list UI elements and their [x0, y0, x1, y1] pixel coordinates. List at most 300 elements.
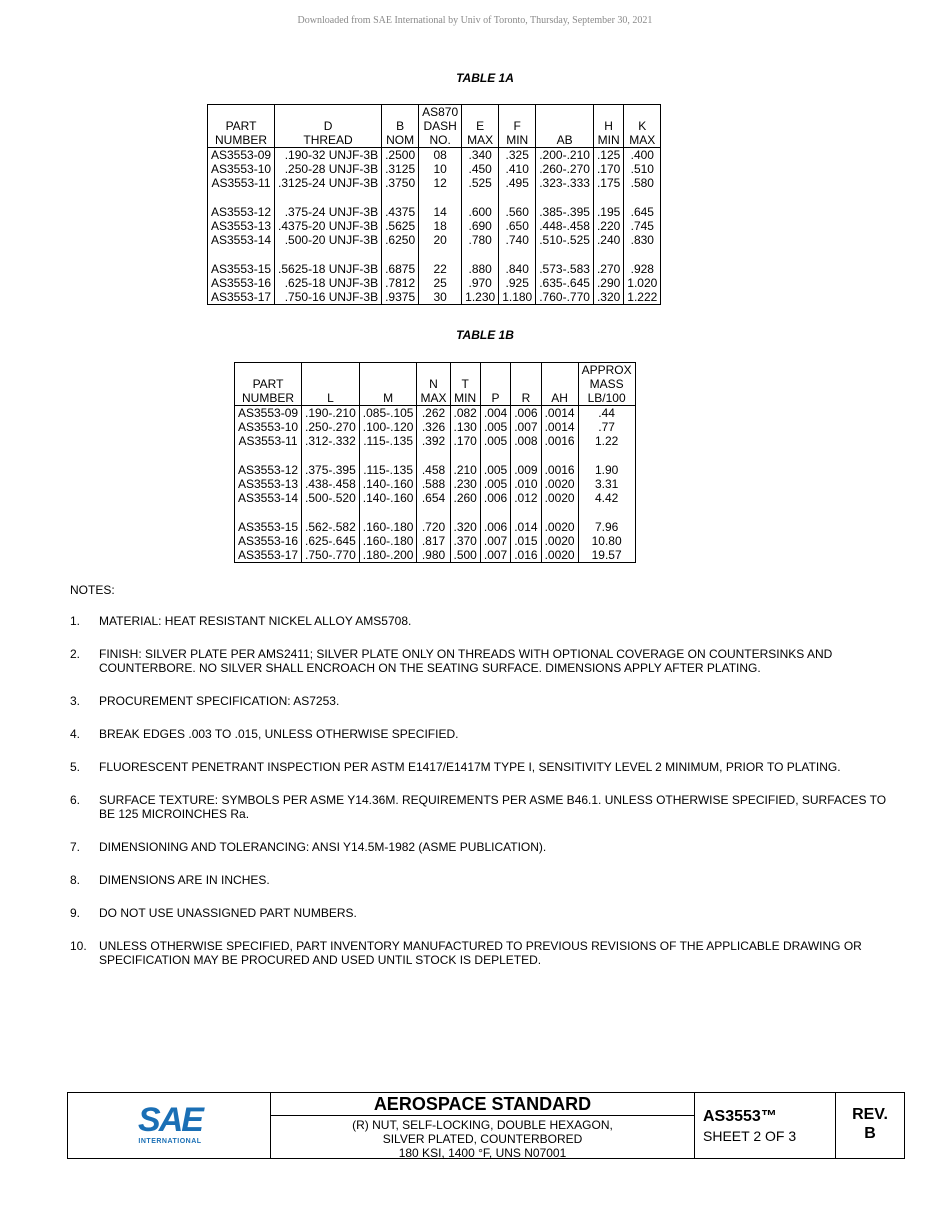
note-number: 7. — [70, 840, 81, 854]
table-cell: 1.90 — [578, 463, 635, 477]
table-cell: AS3553-15 — [235, 520, 302, 534]
table-cell: .4375-20 UNJF-3B — [275, 219, 382, 233]
table-cell: .740 — [499, 233, 536, 247]
table-1a-caption: TABLE 1A — [456, 71, 514, 85]
sae-logo-subtext: INTERNATIONAL — [138, 1138, 202, 1145]
table-cell: .160-.180 — [359, 520, 417, 534]
table-cell: .410 — [499, 162, 536, 176]
table-row — [235, 491, 636, 505]
spacer-cell — [536, 247, 594, 262]
note-item — [70, 906, 900, 920]
table-cell: 22 — [419, 262, 462, 276]
spacer-cell — [541, 505, 578, 520]
table-row — [235, 548, 636, 563]
spacer-cell — [578, 448, 635, 463]
table-cell: 3.31 — [578, 477, 635, 491]
title-cell — [271, 1093, 695, 1158]
column-header — [578, 363, 635, 406]
note-text: DIMENSIONS ARE IN INCHES. — [99, 873, 270, 887]
table-cell: .745 — [624, 219, 661, 233]
table-cell: .170 — [593, 162, 623, 176]
table-cell: 1.222 — [624, 290, 661, 305]
spacer-cell — [480, 505, 510, 520]
column-header-line: MIN — [597, 133, 620, 147]
note-text: SURFACE TEXTURE: SYMBOLS PER ASME Y14.36M. REQUIREMENTS PER ASME B46.1. UNLESS OTHERWISE SPECIFIED, SURFACES TO BE 125 MICROINCHES Ra. — [99, 793, 887, 821]
table-cell: .125 — [593, 148, 623, 163]
column-header-line: PART — [225, 119, 257, 133]
note-text: MATERIAL: HEAT RESISTANT NICKEL ALLOY AMS5708. — [99, 614, 412, 628]
table-cell: .400 — [624, 148, 661, 163]
table-cell: .44 — [578, 406, 635, 421]
table-cell: AS3553-12 — [235, 463, 302, 477]
table-row — [235, 406, 636, 421]
table-row — [208, 176, 661, 190]
table-cell: AS3553-14 — [235, 491, 302, 505]
column-header — [208, 105, 275, 148]
table-row — [208, 290, 661, 305]
table-cell: AS3553-09 — [235, 406, 302, 421]
column-header — [536, 105, 594, 148]
spacer-cell — [382, 190, 419, 205]
column-header-line: P — [491, 391, 500, 405]
table-cell: .375-.395 — [302, 463, 360, 477]
note-item — [70, 727, 900, 741]
table-cell: .3125 — [382, 162, 419, 176]
logo-cell — [68, 1093, 271, 1158]
table-row — [235, 520, 636, 534]
document-number-cell — [695, 1093, 836, 1158]
table-cell: .016 — [511, 548, 541, 563]
spacer-cell — [208, 247, 275, 262]
table-cell: 08 — [419, 148, 462, 163]
note-item — [70, 760, 900, 774]
table-cell: 30 — [419, 290, 462, 305]
table-cell: .650 — [499, 219, 536, 233]
download-watermark: Downloaded from SAE International by Univ of Toronto, Thursday, September 30, 2021 — [297, 15, 653, 26]
spacer-cell — [359, 448, 417, 463]
table-cell: 1.020 — [624, 276, 661, 290]
table-cell: AS3553-09 — [208, 148, 275, 163]
table-cell: .77 — [578, 420, 635, 434]
table-cell: .510 — [624, 162, 661, 176]
table-1b-caption: TABLE 1B — [456, 328, 514, 342]
column-header-line: M — [383, 391, 394, 405]
table-cell: .160-.180 — [359, 534, 417, 548]
note-number: 4. — [70, 727, 81, 741]
table-cell: 12 — [419, 176, 462, 190]
table-cell: .115-.135 — [359, 463, 417, 477]
table-cell: .690 — [462, 219, 499, 233]
table-row — [235, 477, 636, 491]
spacer-cell — [450, 448, 480, 463]
table-cell: .2500 — [382, 148, 419, 163]
spacer-cell — [417, 448, 450, 463]
table-cell: 4.42 — [578, 491, 635, 505]
table-cell: .573-.583 — [536, 262, 594, 276]
column-header-line: H — [604, 119, 613, 133]
table-cell: .635-.645 — [536, 276, 594, 290]
spacer-cell — [511, 505, 541, 520]
table-cell: .0016 — [541, 463, 578, 477]
table-cell: AS3553-17 — [208, 290, 275, 305]
column-header — [593, 105, 623, 148]
table-cell: 20 — [419, 233, 462, 247]
table-cell: .320 — [593, 290, 623, 305]
table-cell: .760-.770 — [536, 290, 594, 305]
table-cell: .326 — [417, 420, 450, 434]
table-cell: .085-.105 — [359, 406, 417, 421]
column-header — [499, 105, 536, 148]
table-row — [208, 162, 661, 176]
table-cell: .500-20 UNJF-3B — [275, 233, 382, 247]
table-row — [208, 276, 661, 290]
table-cell: AS3553-10 — [208, 162, 275, 176]
table-cell: .562-.582 — [302, 520, 360, 534]
table-cell: .450 — [462, 162, 499, 176]
table-cell: .250-.270 — [302, 420, 360, 434]
column-header-line: K — [638, 119, 647, 133]
spacer-cell — [382, 247, 419, 262]
table-cell: 19.57 — [578, 548, 635, 563]
standard-title: AEROSPACE STANDARD — [271, 1093, 694, 1116]
table-cell: .006 — [480, 520, 510, 534]
table-cell: .438-.458 — [302, 477, 360, 491]
table-cell: AS3553-17 — [235, 548, 302, 563]
spacer-cell — [593, 247, 623, 262]
title-block — [67, 1092, 905, 1159]
column-header-line: MIN — [506, 133, 529, 147]
table-cell: .525 — [462, 176, 499, 190]
table-cell: .645 — [624, 205, 661, 219]
table-cell: .010 — [511, 477, 541, 491]
table-cell: .015 — [511, 534, 541, 548]
spacer-cell — [235, 448, 302, 463]
group-spacer — [208, 247, 661, 262]
table-cell: .780 — [462, 233, 499, 247]
column-header-line: NO. — [429, 133, 451, 147]
spacer-cell — [462, 190, 499, 205]
table-1a — [207, 104, 661, 305]
table-cell: AS3553-10 — [235, 420, 302, 434]
table-cell: .082 — [450, 406, 480, 421]
table-cell: 25 — [419, 276, 462, 290]
table-cell: AS3553-16 — [235, 534, 302, 548]
table-row — [208, 205, 661, 219]
table-cell: .004 — [480, 406, 510, 421]
table-cell: .654 — [417, 491, 450, 505]
spacer-cell — [499, 190, 536, 205]
spacer-cell — [593, 190, 623, 205]
note-text: DIMENSIONING AND TOLERANCING: ANSI Y14.5M-1982 (ASME PUBLICATION). — [99, 840, 547, 854]
table-cell: .140-.160 — [359, 491, 417, 505]
column-header-line: E — [476, 119, 485, 133]
note-item — [70, 873, 900, 887]
revision-label: REV. — [852, 1106, 888, 1123]
table-cell: .458 — [417, 463, 450, 477]
note-number: 1. — [70, 614, 81, 628]
table-cell: .495 — [499, 176, 536, 190]
spacer-cell — [462, 247, 499, 262]
table-cell: .500 — [450, 548, 480, 563]
table-cell: .320 — [450, 520, 480, 534]
table-cell: .250-28 UNJF-3B — [275, 162, 382, 176]
table-cell: .0020 — [541, 520, 578, 534]
table-cell: .012 — [511, 491, 541, 505]
spacer-cell — [417, 505, 450, 520]
table-cell: .240 — [593, 233, 623, 247]
table-row — [208, 148, 661, 163]
column-header-line: MAX — [629, 133, 656, 147]
document-number: AS3553™ — [703, 1108, 777, 1125]
column-header-line: NUMBER — [242, 391, 295, 405]
table-cell: .392 — [417, 434, 450, 448]
table-cell: .500-.520 — [302, 491, 360, 505]
table-cell: .100-.120 — [359, 420, 417, 434]
column-header-line: THREAD — [303, 133, 353, 147]
table-cell: AS3553-13 — [235, 477, 302, 491]
table-cell: .970 — [462, 276, 499, 290]
table-cell: .190-.210 — [302, 406, 360, 421]
column-header-line: NOM — [386, 133, 415, 147]
table-cell: .260-.270 — [536, 162, 594, 176]
spacer-cell — [302, 448, 360, 463]
table-cell: .005 — [480, 434, 510, 448]
table-row — [235, 420, 636, 434]
table-cell: .4375 — [382, 205, 419, 219]
table-cell: 10 — [419, 162, 462, 176]
table-cell: 1.22 — [578, 434, 635, 448]
table-cell: .375-24 UNJF-3B — [275, 205, 382, 219]
table-cell: .720 — [417, 520, 450, 534]
column-header-line: DASH — [423, 119, 457, 133]
column-header-line: B — [396, 119, 405, 133]
spacer-cell — [235, 505, 302, 520]
table-cell: .588 — [417, 477, 450, 491]
table-cell: .3125-24 UNJF-3B — [275, 176, 382, 190]
note-item — [70, 614, 900, 628]
spacer-cell — [511, 448, 541, 463]
note-text: UNLESS OTHERWISE SPECIFIED, PART INVENTORY MANUFACTURED TO PREVIOUS REVISIONS OF THE APPLICABLE DRAWING OR SPECIFICATION MAY BE PROCURED AND USED UNTIL STOCK IS DEPLETED. — [99, 939, 862, 967]
column-header — [419, 105, 462, 148]
spacer-cell — [536, 190, 594, 205]
note-number: 2. — [70, 647, 81, 661]
column-header-line: R — [521, 391, 531, 405]
spacer-cell — [578, 505, 635, 520]
table-cell: .560 — [499, 205, 536, 219]
column-header — [235, 363, 302, 406]
column-header-line: F — [513, 119, 521, 133]
table-cell: 1.230 — [462, 290, 499, 305]
table-cell: .007 — [511, 420, 541, 434]
note-item — [70, 647, 900, 675]
table-cell: .750-.770 — [302, 548, 360, 563]
note-number: 8. — [70, 873, 81, 887]
column-header — [302, 363, 360, 406]
note-item — [70, 694, 900, 708]
table-cell: .5625 — [382, 219, 419, 233]
table-cell: .9375 — [382, 290, 419, 305]
column-header-line: APPROX — [581, 363, 632, 377]
table-cell: AS3553-14 — [208, 233, 275, 247]
sae-logo: SAE — [138, 1101, 202, 1139]
table-cell: .625-.645 — [302, 534, 360, 548]
column-header — [480, 363, 510, 406]
table-cell: .510-.525 — [536, 233, 594, 247]
column-header-line: MASS — [589, 377, 624, 391]
revision-cell — [836, 1093, 904, 1158]
table-cell: AS3553-13 — [208, 219, 275, 233]
table-cell: .0020 — [541, 477, 578, 491]
table-cell: .0020 — [541, 491, 578, 505]
table-cell: .3750 — [382, 176, 419, 190]
table-cell: .007 — [480, 534, 510, 548]
column-header — [511, 363, 541, 406]
table-cell: .005 — [480, 420, 510, 434]
table-row — [208, 262, 661, 276]
column-header — [450, 363, 480, 406]
note-text: PROCUREMENT SPECIFICATION: AS7253. — [99, 694, 340, 708]
note-number: 3. — [70, 694, 81, 708]
table-cell: 18 — [419, 219, 462, 233]
table-cell: AS3553-12 — [208, 205, 275, 219]
notes-section — [70, 583, 900, 986]
note-item — [70, 793, 900, 821]
column-header-line: AS870 — [422, 105, 459, 119]
revision-value: B — [864, 1125, 876, 1142]
table-cell: 14 — [419, 205, 462, 219]
table-cell: .170 — [450, 434, 480, 448]
table-cell: .006 — [480, 491, 510, 505]
column-header-line: AH — [551, 391, 568, 405]
table-cell: .008 — [511, 434, 541, 448]
table-row — [235, 434, 636, 448]
notes-heading: NOTES: — [70, 583, 115, 597]
note-text: DO NOT USE UNASSIGNED PART NUMBERS. — [99, 906, 357, 920]
table-cell: .625-18 UNJF-3B — [275, 276, 382, 290]
table-cell: .925 — [499, 276, 536, 290]
column-header-line: L — [327, 391, 334, 405]
column-header-line: PART — [252, 377, 284, 391]
table-cell: .840 — [499, 262, 536, 276]
note-item — [70, 840, 900, 854]
spacer-cell — [419, 190, 462, 205]
table-cell: .323-.333 — [536, 176, 594, 190]
table-cell: .0016 — [541, 434, 578, 448]
table-cell: .0014 — [541, 420, 578, 434]
table-cell: .0020 — [541, 548, 578, 563]
spacer-cell — [450, 505, 480, 520]
spacer-cell — [480, 448, 510, 463]
table-cell: .210 — [450, 463, 480, 477]
table-cell: .325 — [499, 148, 536, 163]
table-cell: .007 — [480, 548, 510, 563]
column-header-line: N — [429, 377, 438, 391]
table-cell: .290 — [593, 276, 623, 290]
table-cell: .260 — [450, 491, 480, 505]
table-cell: .448-.458 — [536, 219, 594, 233]
column-header — [275, 105, 382, 148]
description-line-2: SILVER PLATED, COUNTERBORED — [382, 1132, 583, 1146]
column-header-line: AB — [556, 133, 573, 147]
table-cell: .005 — [480, 477, 510, 491]
table-cell: .880 — [462, 262, 499, 276]
table-cell: .195 — [593, 205, 623, 219]
note-text: FINISH: SILVER PLATE PER AMS2411; SILVER PLATE ONLY ON THREADS WITH OPTIONAL COVERAGE ON COUNTERSINKS AND COUNTERBORE. NO SILVER SHALL ENCROACH ON THE SEATING SURFACE. DIMENSIONS APPLY AFTER PLATING. — [99, 647, 833, 675]
column-header — [462, 105, 499, 148]
spacer-cell — [419, 247, 462, 262]
description-line-1: (R) NUT, SELF-LOCKING, DOUBLE HEXAGON, — [352, 1118, 613, 1132]
table-row — [208, 219, 661, 233]
column-header-line: D — [323, 119, 333, 133]
description-line-3: 180 KSI, 1400 °F, UNS N07001 — [398, 1146, 567, 1160]
table-cell: .385-.395 — [536, 205, 594, 219]
spacer-cell — [275, 247, 382, 262]
spacer-cell — [499, 247, 536, 262]
column-header — [359, 363, 417, 406]
table-cell: .014 — [511, 520, 541, 534]
sheet-number: SHEET 2 OF 3 — [703, 1128, 797, 1144]
table-cell: .0014 — [541, 406, 578, 421]
table-cell: .262 — [417, 406, 450, 421]
note-number: 6. — [70, 793, 81, 807]
table-cell: .750-16 UNJF-3B — [275, 290, 382, 305]
table-cell: .340 — [462, 148, 499, 163]
table-cell: .370 — [450, 534, 480, 548]
table-1b — [234, 362, 636, 563]
table-row — [208, 233, 661, 247]
column-header-line: MIN — [454, 391, 477, 405]
spacer-cell — [624, 190, 661, 205]
table-cell: 7.96 — [578, 520, 635, 534]
group-spacer — [235, 448, 636, 463]
table-cell: 1.180 — [499, 290, 536, 305]
table-cell: .005 — [480, 463, 510, 477]
note-item — [70, 939, 900, 967]
table-cell: .928 — [624, 262, 661, 276]
table-cell: .175 — [593, 176, 623, 190]
column-header-line: MAX — [467, 133, 494, 147]
table-cell: AS3553-11 — [235, 434, 302, 448]
column-header-line: LB/100 — [587, 391, 626, 405]
table-cell: .115-.135 — [359, 434, 417, 448]
table-cell: .817 — [417, 534, 450, 548]
column-header — [417, 363, 450, 406]
table-cell: .6250 — [382, 233, 419, 247]
table-cell: .009 — [511, 463, 541, 477]
table-cell: .5625-18 UNJF-3B — [275, 262, 382, 276]
note-text: FLUORESCENT PENETRANT INSPECTION PER ASTM E1417/E1417M TYPE I, SENSITIVITY LEVEL 2 MINIMUM, PRIOR TO PLATING. — [99, 760, 841, 774]
column-header — [624, 105, 661, 148]
table-cell: .190-32 UNJF-3B — [275, 148, 382, 163]
table-cell: .140-.160 — [359, 477, 417, 491]
table-cell: .980 — [417, 548, 450, 563]
table-cell: .600 — [462, 205, 499, 219]
spacer-cell — [541, 448, 578, 463]
table-cell: .006 — [511, 406, 541, 421]
spacer-cell — [624, 247, 661, 262]
column-header-line: T — [461, 377, 469, 391]
table-cell: .180-.200 — [359, 548, 417, 563]
note-number: 10. — [70, 939, 87, 953]
table-cell: 10.80 — [578, 534, 635, 548]
table-cell: .130 — [450, 420, 480, 434]
table-cell: .220 — [593, 219, 623, 233]
spacer-cell — [275, 190, 382, 205]
group-spacer — [235, 505, 636, 520]
table-cell: AS3553-16 — [208, 276, 275, 290]
column-header — [382, 105, 419, 148]
table-cell: .7812 — [382, 276, 419, 290]
